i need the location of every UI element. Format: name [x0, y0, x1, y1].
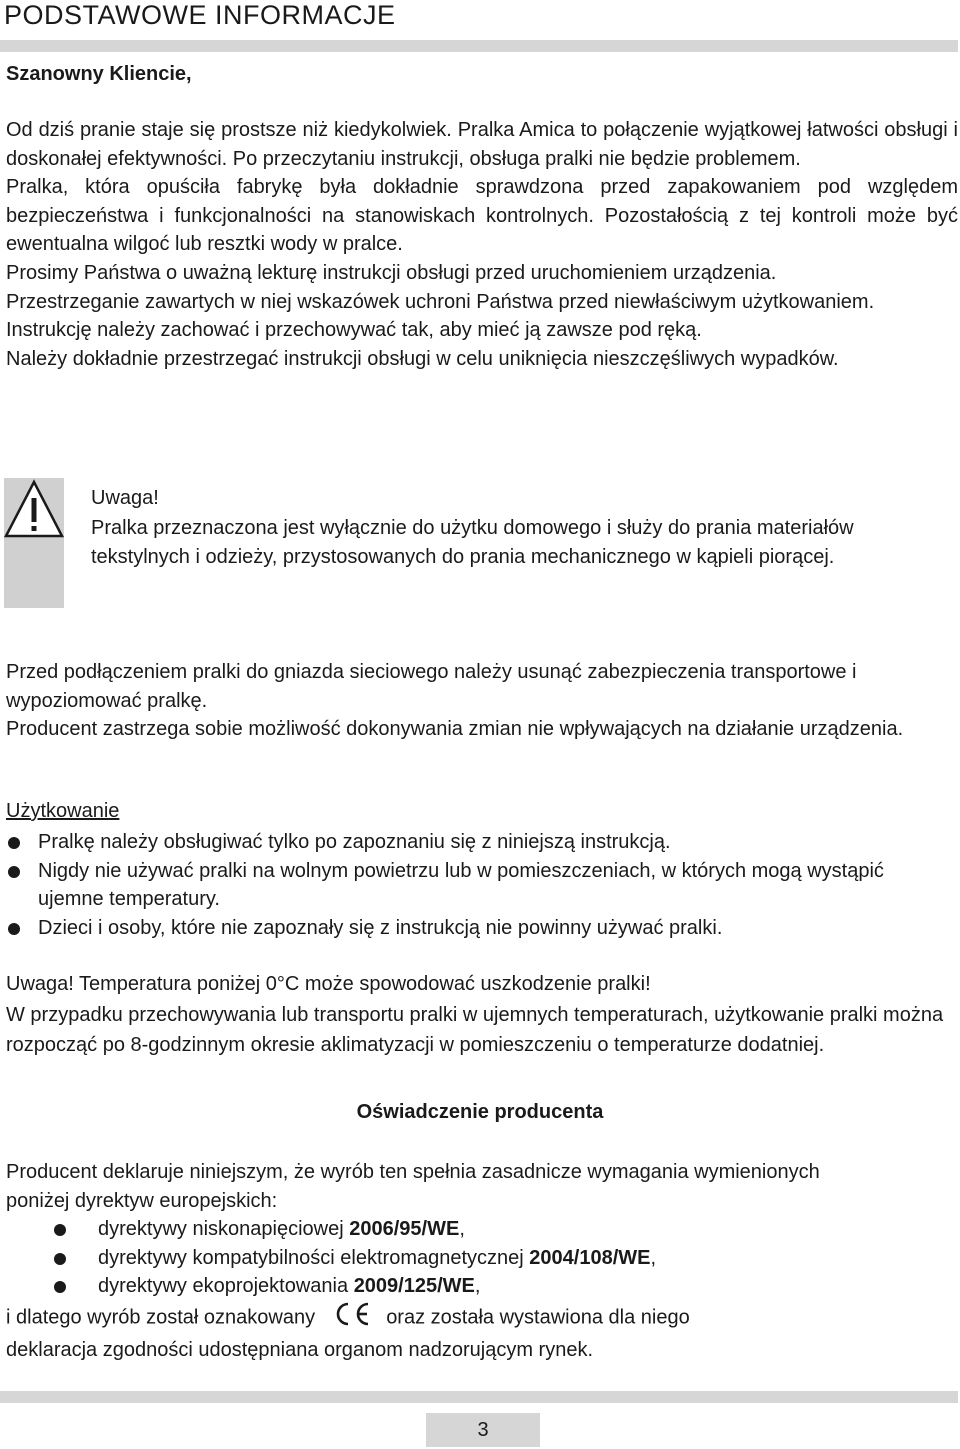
directive-item: [6, 1244, 958, 1273]
intro-paragraph: Pralka, która opuściła fabrykę była dokładnie sprawdzona przed zapakowaniem pod względem bezpieczeństwa i funkcjonalności na stanowiskach kontrolnych. Pozostałością z tej kontroli może być ewentualna wilgoć lub resztki wody w pralce.: [6, 176, 958, 256]
directive-code: 2004/108/WE: [529, 1246, 651, 1269]
directive-item: [6, 1215, 958, 1244]
list-item-text: Pralkę należy obsługiwać tylko po zapoznaniu się z niniejszą instrukcją.: [38, 831, 671, 853]
transport-paragraph: Przed podłączeniem pralki do gniazda sieciowego należy usunąć zabezpieczenia transportowe i wypoziomować pralkę.: [6, 661, 857, 712]
declaration-closing: [6, 1301, 958, 1336]
intro-text: [6, 116, 958, 373]
temperature-text: W przypadku przechowywania lub transportu pralki w ujemnych temperaturach, użytkowanie pralki można rozpocząć po 8-godzinnym okresie aklimatyzacji w pomieszczeniu o temperaturze dodatniej.: [6, 1003, 944, 1056]
directive-text: dyrektywy niskonapięciowej: [98, 1218, 350, 1241]
bullet-icon: [54, 1281, 66, 1293]
intro-paragraph: Instrukcję należy zachować i przechowywać tak, aby mieć ją zawsze pod ręką.: [6, 319, 702, 342]
directive-text: dyrektywy ekoprojektowania: [98, 1275, 354, 1298]
page-title: PODSTAWOWE INFORMACJE: [4, 0, 396, 30]
declaration-block: [6, 1158, 958, 1364]
declaration-heading: Oświadczenie producenta: [356, 1101, 604, 1123]
transport-text: [6, 658, 958, 744]
declaration-end: deklaracja zgodności udostępniana organom nadzorującym rynek.: [6, 1338, 594, 1361]
list-item-text: Nigdy nie używać pralki na wolnym powietrzu lub w pomieszczeniach, w których mogą wystąpić ujemne temperatury.: [38, 859, 884, 910]
bullet-icon: [8, 923, 20, 935]
intro-paragraph: Należy dokładnie przestrzegać instrukcji obsługi w celu uniknięcia nieszczęśliwych wypadków.: [6, 347, 839, 370]
declaration-intro: Producent deklaruje niniejszym, że wyrób ten spełnia zasadnicze wymagania wymienionych poniżej dyrektyw europejskich:: [6, 1161, 820, 1212]
bullet-icon: [54, 1253, 66, 1265]
list-item-text: Dzieci i osoby, które nie zapoznały się z instrukcją nie powinny używać pralki.: [38, 916, 723, 939]
directive-suffix: ,: [650, 1246, 657, 1269]
list-item: [6, 828, 956, 857]
list-item: [6, 914, 956, 943]
closing-after: oraz została wystawiona dla niego: [386, 1306, 690, 1329]
usage-heading: Użytkowanie: [6, 800, 120, 822]
directive-code: 2006/95/WE: [349, 1218, 460, 1241]
temperature-block: [6, 969, 958, 1061]
warning-icon: [4, 478, 64, 608]
ce-mark-icon: [331, 1301, 371, 1336]
bullet-icon: [8, 866, 20, 878]
intro-paragraph: Od dziś pranie staje się prostsze niż kiedykolwiek. Pralka Amica to połączenie wyjątkowej łatwości obsługi i doskonałej efektywności. Po przeczytaniu instrukcji, obsługa pralki nie będzie problemem.: [6, 119, 958, 170]
usage-list: [6, 828, 956, 942]
intro-paragraph: Prosimy Państwa o uważną lekturę instrukcji obsługi przed uruchomieniem urządzenia.: [6, 261, 777, 284]
list-item: [6, 857, 898, 914]
directive-code: 2009/125/WE: [353, 1275, 475, 1298]
directive-text: dyrektywy kompatybilności elektromagnetycznej: [98, 1246, 530, 1269]
warning-text: Pralka przeznaczona jest wyłącznie do użytku domowego i służy do prania materiałów tekstylnych i odzieży, przystosowanych do prania mechanicznego w kąpieli piorącej.: [91, 516, 854, 568]
directive-suffix: ,: [459, 1218, 465, 1241]
warning-label: Uwaga!: [91, 487, 159, 509]
directive-item: [6, 1272, 958, 1301]
warning-block: [91, 484, 957, 573]
closing-before: i dlatego wyrób został oznakowany: [6, 1306, 316, 1329]
page-number: 3: [426, 1413, 540, 1447]
header-rule: [0, 40, 958, 52]
intro-paragraph: Przestrzeganie zawartych w niej wskazówek uchroni Państwa przed niewłaściwym użytkowaniem.: [6, 290, 875, 313]
transport-paragraph: Producent zastrzega sobie możliwość dokonywania zmian nie wpływających na działanie urządzenia.: [6, 718, 904, 741]
bullet-icon: [8, 837, 20, 849]
temperature-warning: Uwaga! Temperatura poniżej 0°C może spowodować uszkodzenie pralki!: [6, 973, 651, 995]
bullet-icon: [54, 1224, 66, 1236]
footer-rule: [0, 1391, 958, 1403]
directive-suffix: ,: [474, 1275, 481, 1298]
greeting: Szanowny Kliencie,: [6, 63, 192, 85]
